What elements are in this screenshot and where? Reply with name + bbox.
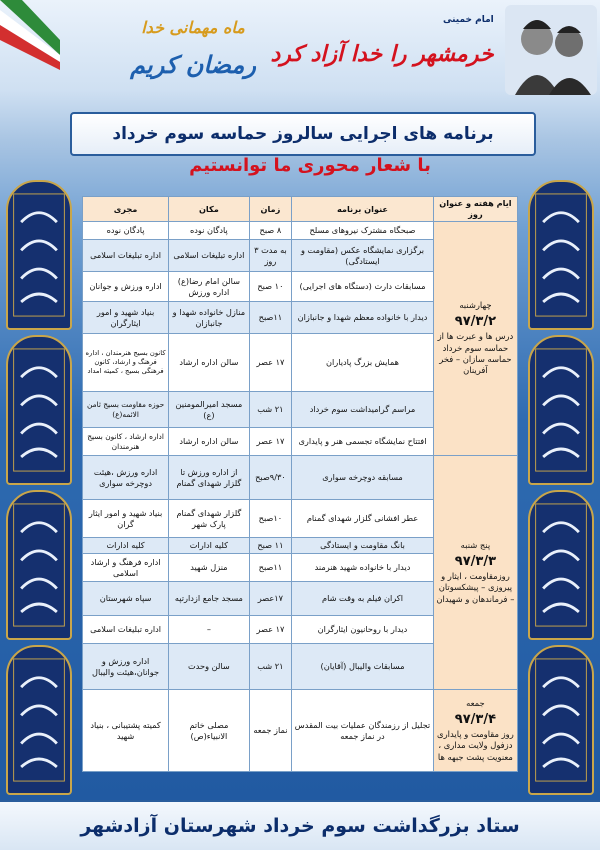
time-cell: ۱۱صبح xyxy=(249,554,291,582)
ramadan-line-2: رمضان کریم xyxy=(130,50,256,79)
place-cell: اداره تبلیغات اسلامی xyxy=(169,240,250,272)
header-program: عنوان برنامه xyxy=(292,197,434,222)
calligraphy-pattern-icon xyxy=(530,182,592,328)
org-cell: اداره فرهنگ و ارشاد اسلامی xyxy=(83,554,169,582)
page-subtitle: با شعار محوری ما توانستیم xyxy=(189,155,431,176)
table-row xyxy=(83,690,518,772)
calligraphy-panel-left-1 xyxy=(6,180,72,330)
day-date: ۹۷/۳/۴ xyxy=(454,711,497,727)
org-cell: حوزه مقاومت بسیج ثامن الائمه(ع) xyxy=(83,392,169,428)
org-cell: اداره تبلیغات اسلامی xyxy=(83,616,169,644)
title-box xyxy=(70,112,536,156)
calligraphy-panel-right-1 xyxy=(528,180,594,330)
place-cell: مصلی خاتم الانبیاء(ص) xyxy=(169,690,250,772)
org-cell: اداره تبلیغات اسلامی xyxy=(83,240,169,272)
time-cell: ۱۰صبح xyxy=(249,500,291,538)
program-cell: مراسم گرامیداشت سوم خرداد xyxy=(292,392,434,428)
slogan-calligraphy xyxy=(270,25,494,80)
program-cell: عطر افشانی گلزار شهدای گمنام xyxy=(292,500,434,538)
time-cell: ۱۷ عصر xyxy=(249,334,291,392)
place-cell: کلیه ادارات xyxy=(169,538,250,554)
ramadan-line-1: ماه مهمانی خدا xyxy=(141,18,245,37)
place-cell: از اداره ورزش تا گلزار شهدای گمنام xyxy=(169,456,250,500)
day-date: ۹۷/۳/۳ xyxy=(454,553,497,569)
time-cell: ۹/۳۰صبح xyxy=(249,456,291,500)
calligraphy-pattern-icon xyxy=(8,647,70,793)
program-cell: همایش بزرگ پادیاران xyxy=(292,334,434,392)
program-cell: دیدار با خانواده شهید هنرمند xyxy=(292,554,434,582)
program-cell: افتتاح نمایشگاه تجسمی هنر و پایداری xyxy=(292,428,434,456)
footer-banner xyxy=(0,800,600,850)
org-cell: کلیه ادارات xyxy=(83,538,169,554)
program-cell: دیدار با خانواده معظم شهدا و جانبازان xyxy=(292,302,434,334)
calligraphy-pattern-icon xyxy=(530,492,592,638)
program-cell: مسابقات والیبال (آقایان) xyxy=(292,644,434,690)
calligraphy-panel-left-3 xyxy=(6,490,72,640)
calligraphy-pattern-icon xyxy=(8,182,70,328)
time-cell: ۱۷ عصر xyxy=(249,428,291,456)
calligraphy-panel-left-4 xyxy=(6,645,72,795)
leaders-caption: امام خمینی xyxy=(443,15,494,25)
place-cell: منزل شهید xyxy=(169,554,250,582)
program-cell: اکران فیلم به وقت شام xyxy=(292,582,434,616)
program-cell: برگزاری نمایشگاه عکس (مقاومت و ایستادگی) xyxy=(292,240,434,272)
day-cell-friday xyxy=(433,690,517,772)
schedule-table xyxy=(82,196,518,772)
day-cell-thursday xyxy=(433,456,517,690)
iran-flag-icon xyxy=(0,0,60,70)
program-cell: صبحگاه مشترک نیروهای مسلح xyxy=(292,222,434,240)
table-row xyxy=(83,222,518,240)
calligraphy-panel-right-4 xyxy=(528,645,594,795)
place-cell: سالن وحدت xyxy=(169,644,250,690)
time-cell: نماز جمعه xyxy=(249,690,291,772)
calligraphy-pattern-icon xyxy=(530,337,592,483)
header-org: مجری xyxy=(83,197,169,222)
day-theme: درس ها و عبرت ها از حماسه سوم خرداد حماسه سازان – فخر آفرینان xyxy=(437,331,514,376)
program-cell: بانگ مقاومت و ایستادگی xyxy=(292,538,434,554)
day-cell-wednesday xyxy=(433,222,517,456)
org-cell: بنیاد شهید و امور ایثار گران xyxy=(83,500,169,538)
place-cell: سالن امام رضا(ع) اداره ورزش xyxy=(169,272,250,302)
table-header-row xyxy=(83,197,518,222)
slogan-calligraphy-art xyxy=(270,25,494,80)
table-row xyxy=(83,456,518,500)
org-cell: اداره ورزش و جوانان،هیئت والیبال xyxy=(83,644,169,690)
calligraphy-pattern-icon xyxy=(530,647,592,793)
page-title: برنامه های اجرایی سالروز حماسه سوم خرداد xyxy=(112,124,494,144)
day-date: ۹۷/۳/۲ xyxy=(454,313,497,329)
calligraphy-panel-right-3 xyxy=(528,490,594,640)
time-cell: ۸ صبح xyxy=(249,222,291,240)
org-cell: کانون بسیج هنرمندان ، اداره فرهنگ و ارشاد، کانون فرهنگی بسیج ، کمیته امداد xyxy=(83,334,169,392)
ramadan-calligraphy xyxy=(118,3,268,98)
place-cell: مسجد جامع ازدارتپه xyxy=(169,582,250,616)
calligraphy-panel-right-2 xyxy=(528,335,594,485)
org-cell: سپاه شهرستان xyxy=(83,582,169,616)
time-cell: ۲۱ شب xyxy=(249,392,291,428)
org-cell: کمیته پشتیبانی ، بنیاد شهید xyxy=(83,690,169,772)
day-theme: روز مقاومت و پایداری دزفول ولایت مداری ، معنویت پشت جبهه ها xyxy=(437,729,514,762)
program-cell: مسابقات دارت (دستگاه های اجرایی) xyxy=(292,272,434,302)
program-cell: دیدار با روحانیون ایثارگران xyxy=(292,616,434,644)
header-place: مکان xyxy=(169,197,250,222)
place-cell: – xyxy=(169,616,250,644)
program-cell: تجلیل از رزمندگان عملیات بیت المقدس در نماز جمعه xyxy=(292,690,434,772)
calligraphy-panel-left-2 xyxy=(6,335,72,485)
org-cell: اداره ورزش ،هیئت دوچرخه سواری xyxy=(83,456,169,500)
program-cell: مسابقه دوچرخه سواری xyxy=(292,456,434,500)
place-cell: پادگان نوده xyxy=(169,222,250,240)
footer-text: ستاد بزرگداشت سوم خرداد شهرستان آزادشهر xyxy=(80,815,520,837)
place-cell: سالن اداره ارشاد xyxy=(169,428,250,456)
time-cell: ۱۱صبح xyxy=(249,302,291,334)
time-cell: ۱۱ صبح xyxy=(249,538,291,554)
leaders-portrait xyxy=(443,5,597,95)
place-cell: منازل خانواده شهدا و جانبازان xyxy=(169,302,250,334)
day-name: جمعه xyxy=(466,698,485,709)
org-cell: بنیاد شهید و امور ایثارگران xyxy=(83,302,169,334)
org-cell: پادگان نوده xyxy=(83,222,169,240)
place-cell: گلزار شهدای گمنام پارک شهر xyxy=(169,500,250,538)
place-cell: مسجد امیرالمومنین (ع) xyxy=(169,392,250,428)
org-cell: اداره ورزش و جوانان xyxy=(83,272,169,302)
ramadan-calligraphy-art xyxy=(118,3,268,98)
time-cell: ۱۷عصر xyxy=(249,582,291,616)
calligraphy-pattern-icon xyxy=(8,492,70,638)
slogan-text: خرمشهر را خدا آزاد کرد xyxy=(270,41,494,67)
time-cell: ۲۱ شب xyxy=(249,644,291,690)
calligraphy-pattern-icon xyxy=(8,337,70,483)
header-time: زمان xyxy=(249,197,291,222)
time-cell: ۱۷ عصر xyxy=(249,616,291,644)
day-name: پنج شنبه xyxy=(460,540,491,551)
time-cell: ۱۰ صبح xyxy=(249,272,291,302)
day-name: چهارشنبه xyxy=(459,300,492,311)
header-day: ایام هفته و عنوان روز xyxy=(433,197,517,222)
place-cell: سالن اداره ارشاد xyxy=(169,334,250,392)
time-cell: به مدت ۳ روز xyxy=(249,240,291,272)
org-cell: اداره ارشاد ، کانون بسیج هنرمندان xyxy=(83,428,169,456)
day-theme: روزمقاومت ، ایثار و پیروزی – پیشکسوتان – فرماندهان و شهیدان xyxy=(436,571,515,604)
